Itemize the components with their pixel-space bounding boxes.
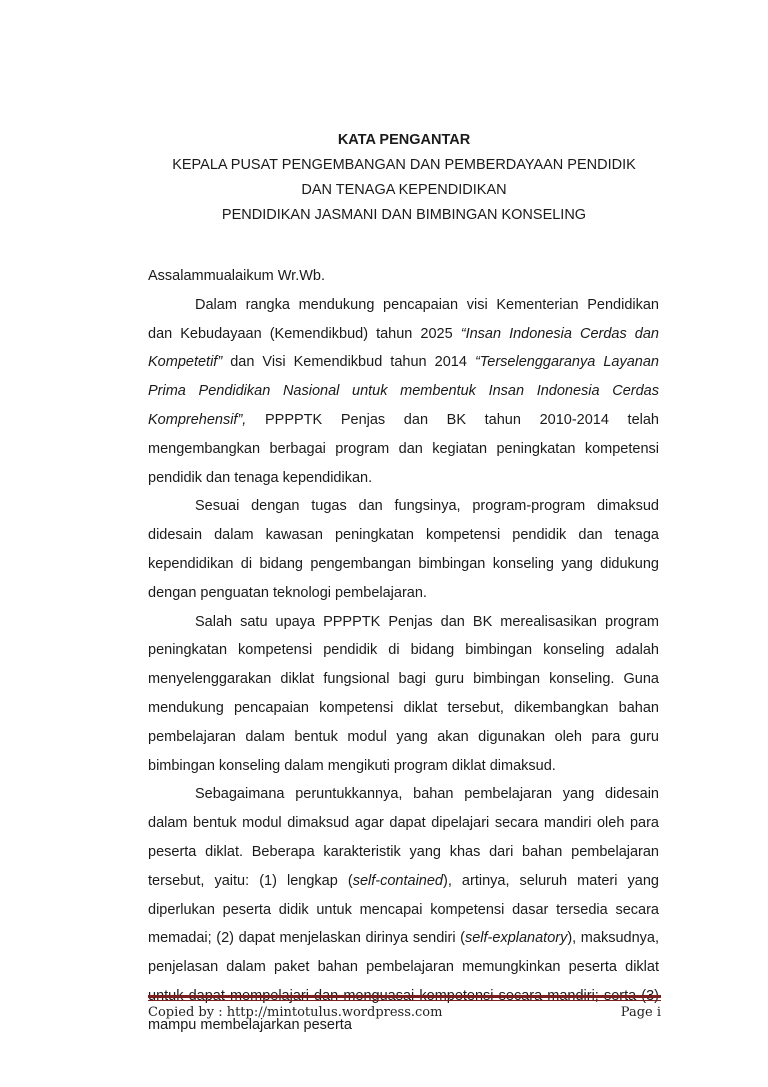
paragraph-3: Salah satu upaya PPPPTK Penjas dan BK merealisasikan program peningkatan kompetensi pendidik di bidang bimbingan konseling adalah menyelenggarakan diklat fungsional bagi guru bimbingan konseling. Guna mendukung pencapaian kompetensi diklat tersebut, dikembangkan bahan pembelajaran dalam bentuk modul yang akan digunakan oleh para guru bimbingan konseling dalam mengikuti program diklat dimaksud.: [148, 613, 659, 774]
p4-text-e: ), maksudnya, penjelasan dalam paket bahan pembelajaran memungkinkan peserta diklat mampu membelajarkan peserta: [148, 930, 659, 1033]
footer-rule-thick: [148, 995, 661, 998]
p1-text-e: PPPPTK Penjas dan BK tahun 2010-2014 telah mengembangkan berbagai program dan kegiatan peningkatan kompetensi pendidik dan tenaga kependidikan.: [148, 411, 659, 486]
p4-self-explanatory: self-explanatory: [464, 930, 568, 947]
p1-vision-2014: “Terselenggaranya Layanan Prima Pendidikan Nasional untuk membentuk Insan Indonesia Cerdas Komprehensif”,: [148, 354, 659, 428]
page-footer: [148, 1005, 661, 1020]
p4-text-c: ), artinya, seluruh materi yang diperlukan peserta didik untuk mencapai kompetensi dasar tersedia secara memadai; (2) dapat menjelaskan dirinya sendiri (: [148, 872, 659, 947]
p4-text-a: Sebagaimana peruntukkannya, bahan pembelajaran yang didesain dalam bentuk modul dimaksud agar dapat dipelajari secara mandiri oleh para peserta diklat. Beberapa karakteristik yang khas dari bahan pembelajaran tersebut, yaitu: (1) lengkap (: [148, 786, 659, 889]
p1-text-a: Dalam rangka mendukung pencapaian visi Kementerian Pendidikan dan Kebudayaan (Kemendikbud) tahun 2025: [148, 296, 659, 342]
p1-vision-2025: “Insan Indonesia Cerdas dan Kompetetif”: [148, 325, 659, 371]
p4-self-contained: self-contained: [352, 872, 443, 889]
preface-body: [148, 262, 659, 1040]
preface-title: KATA PENGANTAR: [337, 132, 471, 148]
paragraph-2: Sesuai dengan tugas dan fungsinya, program-program dimaksud didesain dalam kawasan peningkatan kompetensi pendidik dan tenaga kependidikan di bidang pengembangan bimbingan konseling yang didukung dengan penguatan teknologi pembelajaran.: [148, 498, 659, 601]
page-number: Page i: [620, 1005, 661, 1020]
greeting: Assalammualaikum Wr.Wb.: [148, 268, 325, 284]
heading-line-2: DAN TENAGA KEPENDIDIKAN: [301, 182, 507, 198]
preface-heading: [148, 128, 660, 228]
heading-line-1: KEPALA PUSAT PENGEMBANGAN DAN PEMBERDAYAAN PENDIDIK: [172, 157, 636, 173]
paragraph-4: [148, 780, 659, 1039]
footer-rule-thin: [148, 1000, 661, 1001]
heading-line-3: PENDIDIKAN JASMANI DAN BIMBINGAN KONSELING: [221, 207, 587, 223]
footer-source: Copied by : http://mintotulus.wordpress.com: [148, 1005, 443, 1020]
p1-text-c: dan Visi Kemendikbud tahun 2014: [222, 354, 475, 371]
paragraph-1: [148, 291, 659, 493]
